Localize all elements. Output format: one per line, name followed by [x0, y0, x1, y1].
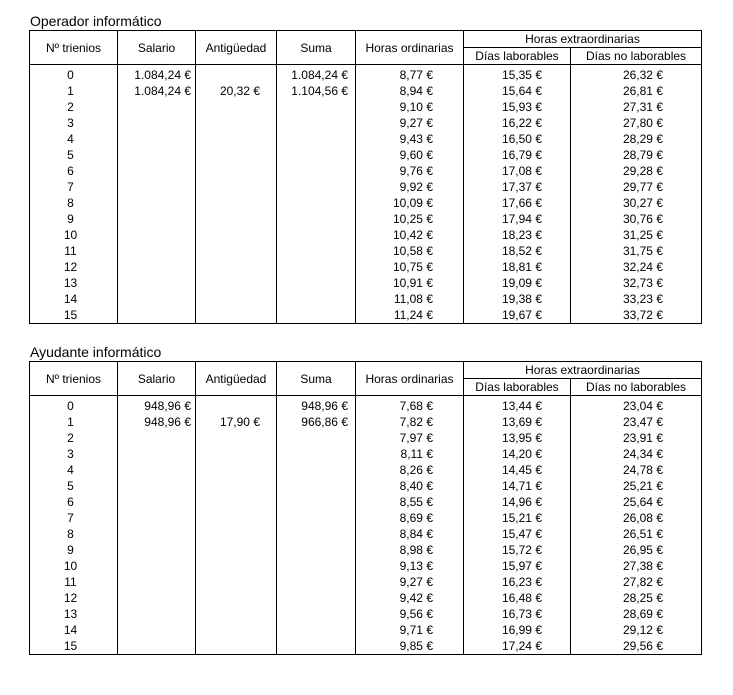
- cell-suma: [277, 510, 356, 526]
- cell-suma: [277, 179, 356, 195]
- cell-dias-laborables: 14,20 €: [464, 446, 571, 462]
- cell-trienios: 13: [30, 606, 118, 622]
- cell-dias-no-laborables: 27,31 €: [571, 99, 702, 115]
- cell-dias-laborables: 15,64 €: [464, 83, 571, 99]
- cell-horas-ordinarias: 10,25 €: [356, 211, 464, 227]
- cell-horas-ordinarias: 9,27 €: [356, 574, 464, 590]
- cell-salario: [118, 526, 196, 542]
- cell-antiguedad: [196, 243, 277, 259]
- cell-antiguedad: [196, 510, 277, 526]
- cell-dias-laborables: 16,99 €: [464, 622, 571, 638]
- cell-antiguedad: [196, 462, 277, 478]
- table-row: [30, 99, 702, 115]
- cell-horas-ordinarias: 8,55 €: [356, 494, 464, 510]
- cell-antiguedad: [196, 291, 277, 307]
- cell-antiguedad: [196, 131, 277, 147]
- cell-salario: [118, 115, 196, 131]
- cell-salario: [118, 131, 196, 147]
- cell-salario: [118, 478, 196, 494]
- table-row: [30, 131, 702, 147]
- table-row: [30, 83, 702, 99]
- cell-trienios: 11: [30, 574, 118, 590]
- table-row: [30, 430, 702, 446]
- cell-dias-laborables: 16,48 €: [464, 590, 571, 606]
- cell-suma: [277, 99, 356, 115]
- cell-dias-no-laborables: 27,80 €: [571, 115, 702, 131]
- cell-dias-no-laborables: 29,28 €: [571, 163, 702, 179]
- cell-horas-ordinarias: 9,42 €: [356, 590, 464, 606]
- table-row: [30, 510, 702, 526]
- table-row: [30, 115, 702, 131]
- cell-trienios: 6: [30, 494, 118, 510]
- cell-dias-laborables: 16,73 €: [464, 606, 571, 622]
- cell-dias-laborables: 16,23 €: [464, 574, 571, 590]
- header-horas-ordinarias: Horas ordinarias: [356, 31, 464, 65]
- cell-trienios: 4: [30, 131, 118, 147]
- cell-trienios: 14: [30, 622, 118, 638]
- cell-salario: [118, 622, 196, 638]
- header-row: [30, 362, 702, 379]
- cell-antiguedad: [196, 275, 277, 291]
- cell-trienios: 8: [30, 195, 118, 211]
- cell-salario: [118, 590, 196, 606]
- salary-table-operador: [29, 30, 702, 324]
- cell-horas-ordinarias: 8,69 €: [356, 510, 464, 526]
- cell-horas-ordinarias: 9,71 €: [356, 622, 464, 638]
- header-dias-laborables: Días laborables: [464, 48, 571, 65]
- cell-horas-ordinarias: 8,84 €: [356, 526, 464, 542]
- cell-salario: [118, 606, 196, 622]
- cell-antiguedad: [196, 307, 277, 324]
- cell-dias-no-laborables: 30,76 €: [571, 211, 702, 227]
- cell-suma: [277, 131, 356, 147]
- cell-dias-laborables: 15,93 €: [464, 99, 571, 115]
- cell-horas-ordinarias: 9,10 €: [356, 99, 464, 115]
- cell-suma: [277, 430, 356, 446]
- header-horas-extraordinarias: Horas extraordinarias: [464, 31, 702, 48]
- cell-salario: [118, 211, 196, 227]
- cell-dias-no-laborables: 25,21 €: [571, 478, 702, 494]
- cell-dias-no-laborables: 31,25 €: [571, 227, 702, 243]
- cell-trienios: 6: [30, 163, 118, 179]
- cell-salario: [118, 638, 196, 655]
- cell-dias-no-laborables: 29,12 €: [571, 622, 702, 638]
- cell-dias-no-laborables: 33,72 €: [571, 307, 702, 324]
- table-row: [30, 163, 702, 179]
- cell-dias-laborables: 18,23 €: [464, 227, 571, 243]
- table-row: [30, 179, 702, 195]
- cell-horas-ordinarias: 9,13 €: [356, 558, 464, 574]
- cell-suma: [277, 195, 356, 211]
- header-horas-ordinarias: Horas ordinarias: [356, 362, 464, 396]
- cell-salario: [118, 163, 196, 179]
- cell-suma: [277, 494, 356, 510]
- header-dias-laborables: Días laborables: [464, 379, 571, 396]
- cell-dias-laborables: 15,35 €: [464, 65, 571, 84]
- table-row: [30, 558, 702, 574]
- cell-dias-laborables: 17,66 €: [464, 195, 571, 211]
- header-horas-extraordinarias: Horas extraordinarias: [464, 362, 702, 379]
- cell-trienios: 13: [30, 275, 118, 291]
- cell-dias-laborables: 14,96 €: [464, 494, 571, 510]
- cell-antiguedad: [196, 179, 277, 195]
- cell-salario: [118, 179, 196, 195]
- cell-trienios: 11: [30, 243, 118, 259]
- table-row: [30, 227, 702, 243]
- cell-trienios: 10: [30, 558, 118, 574]
- cell-antiguedad: [196, 259, 277, 275]
- cell-antiguedad: [196, 542, 277, 558]
- cell-trienios: 12: [30, 590, 118, 606]
- cell-salario: [118, 259, 196, 275]
- cell-dias-no-laborables: 29,56 €: [571, 638, 702, 655]
- cell-trienios: 0: [30, 396, 118, 415]
- cell-antiguedad: [196, 147, 277, 163]
- cell-suma: 948,96 €: [277, 396, 356, 415]
- cell-trienios: 5: [30, 147, 118, 163]
- cell-antiguedad: [196, 590, 277, 606]
- cell-trienios: 1: [30, 83, 118, 99]
- cell-dias-no-laborables: 32,73 €: [571, 275, 702, 291]
- section-title-ayudante: Ayudante informático: [30, 344, 162, 360]
- cell-horas-ordinarias: 9,27 €: [356, 115, 464, 131]
- cell-trienios: 1: [30, 414, 118, 430]
- cell-dias-no-laborables: 28,69 €: [571, 606, 702, 622]
- cell-dias-laborables: 19,38 €: [464, 291, 571, 307]
- cell-antiguedad: [196, 163, 277, 179]
- cell-antiguedad: [196, 195, 277, 211]
- cell-dias-no-laborables: 32,24 €: [571, 259, 702, 275]
- table-row: [30, 147, 702, 163]
- cell-dias-no-laborables: 31,75 €: [571, 243, 702, 259]
- cell-horas-ordinarias: 9,85 €: [356, 638, 464, 655]
- cell-suma: [277, 446, 356, 462]
- cell-suma: [277, 275, 356, 291]
- cell-salario: [118, 574, 196, 590]
- cell-antiguedad: [196, 65, 277, 84]
- table-row: [30, 478, 702, 494]
- cell-suma: [277, 526, 356, 542]
- cell-antiguedad: [196, 638, 277, 655]
- cell-dias-no-laborables: 24,34 €: [571, 446, 702, 462]
- cell-trienios: 14: [30, 291, 118, 307]
- cell-horas-ordinarias: 10,09 €: [356, 195, 464, 211]
- header-trienios: Nº trienios: [30, 31, 118, 65]
- cell-salario: [118, 275, 196, 291]
- cell-dias-no-laborables: 27,38 €: [571, 558, 702, 574]
- cell-dias-laborables: 16,22 €: [464, 115, 571, 131]
- table-row: [30, 396, 702, 415]
- header-antiguedad: Antigüedad: [196, 362, 277, 396]
- cell-salario: [118, 99, 196, 115]
- cell-dias-laborables: 15,21 €: [464, 510, 571, 526]
- cell-horas-ordinarias: 7,82 €: [356, 414, 464, 430]
- cell-antiguedad: [196, 430, 277, 446]
- cell-antiguedad: 17,90 €: [196, 414, 277, 430]
- cell-suma: [277, 606, 356, 622]
- cell-trienios: 3: [30, 446, 118, 462]
- cell-horas-ordinarias: 9,56 €: [356, 606, 464, 622]
- cell-antiguedad: 20,32 €: [196, 83, 277, 99]
- cell-trienios: 0: [30, 65, 118, 84]
- table-row: [30, 307, 702, 324]
- cell-salario: 948,96 €: [118, 414, 196, 430]
- cell-suma: [277, 478, 356, 494]
- cell-salario: [118, 147, 196, 163]
- salary-table-ayudante: [29, 361, 702, 655]
- cell-horas-ordinarias: 8,77 €: [356, 65, 464, 84]
- cell-trienios: 9: [30, 211, 118, 227]
- cell-dias-no-laborables: 28,25 €: [571, 590, 702, 606]
- cell-dias-laborables: 16,50 €: [464, 131, 571, 147]
- cell-dias-no-laborables: 30,27 €: [571, 195, 702, 211]
- header-trienios: Nº trienios: [30, 362, 118, 396]
- cell-salario: [118, 227, 196, 243]
- cell-salario: 948,96 €: [118, 396, 196, 415]
- cell-horas-ordinarias: 7,68 €: [356, 396, 464, 415]
- table-row: [30, 446, 702, 462]
- cell-trienios: 15: [30, 638, 118, 655]
- cell-dias-no-laborables: 24,78 €: [571, 462, 702, 478]
- cell-suma: [277, 115, 356, 131]
- cell-suma: [277, 211, 356, 227]
- cell-dias-no-laborables: 26,81 €: [571, 83, 702, 99]
- cell-dias-laborables: 14,71 €: [464, 478, 571, 494]
- cell-trienios: 10: [30, 227, 118, 243]
- cell-dias-laborables: 15,97 €: [464, 558, 571, 574]
- table-row: [30, 526, 702, 542]
- cell-horas-ordinarias: 9,92 €: [356, 179, 464, 195]
- cell-suma: 966,86 €: [277, 414, 356, 430]
- cell-antiguedad: [196, 99, 277, 115]
- cell-antiguedad: [196, 606, 277, 622]
- cell-salario: [118, 558, 196, 574]
- cell-trienios: 7: [30, 179, 118, 195]
- header-salario: Salario: [118, 31, 196, 65]
- cell-antiguedad: [196, 622, 277, 638]
- cell-trienios: 4: [30, 462, 118, 478]
- cell-trienios: 15: [30, 307, 118, 324]
- cell-suma: [277, 227, 356, 243]
- cell-horas-ordinarias: 8,98 €: [356, 542, 464, 558]
- cell-horas-ordinarias: 9,60 €: [356, 147, 464, 163]
- table-row: [30, 494, 702, 510]
- table-body: [30, 65, 702, 324]
- cell-salario: [118, 291, 196, 307]
- header-row: [30, 31, 702, 48]
- cell-dias-laborables: 18,52 €: [464, 243, 571, 259]
- table-row: [30, 638, 702, 655]
- cell-horas-ordinarias: 10,75 €: [356, 259, 464, 275]
- cell-dias-laborables: 17,24 €: [464, 638, 571, 655]
- cell-dias-laborables: 17,37 €: [464, 179, 571, 195]
- cell-dias-no-laborables: 23,91 €: [571, 430, 702, 446]
- cell-antiguedad: [196, 115, 277, 131]
- cell-dias-laborables: 17,94 €: [464, 211, 571, 227]
- table-row: [30, 622, 702, 638]
- cell-salario: 1.084,24 €: [118, 83, 196, 99]
- table-row: [30, 243, 702, 259]
- cell-dias-no-laborables: 23,47 €: [571, 414, 702, 430]
- cell-suma: [277, 147, 356, 163]
- header-suma: Suma: [277, 362, 356, 396]
- cell-antiguedad: [196, 227, 277, 243]
- cell-suma: [277, 243, 356, 259]
- cell-dias-no-laborables: 29,77 €: [571, 179, 702, 195]
- cell-horas-ordinarias: 10,58 €: [356, 243, 464, 259]
- cell-dias-no-laborables: 33,23 €: [571, 291, 702, 307]
- header-dias-no-laborables: Días no laborables: [571, 379, 702, 396]
- cell-antiguedad: [196, 494, 277, 510]
- cell-dias-laborables: 15,72 €: [464, 542, 571, 558]
- cell-dias-laborables: 13,95 €: [464, 430, 571, 446]
- cell-horas-ordinarias: 8,94 €: [356, 83, 464, 99]
- table-row: [30, 462, 702, 478]
- header-salario: Salario: [118, 362, 196, 396]
- cell-antiguedad: [196, 478, 277, 494]
- cell-horas-ordinarias: 7,97 €: [356, 430, 464, 446]
- cell-trienios: 9: [30, 542, 118, 558]
- table-body: [30, 396, 702, 655]
- cell-salario: [118, 430, 196, 446]
- table-row: [30, 590, 702, 606]
- cell-antiguedad: [196, 446, 277, 462]
- cell-suma: [277, 574, 356, 590]
- header-suma: Suma: [277, 31, 356, 65]
- cell-trienios: 2: [30, 99, 118, 115]
- cell-salario: [118, 510, 196, 526]
- cell-trienios: 7: [30, 510, 118, 526]
- cell-antiguedad: [196, 396, 277, 415]
- cell-horas-ordinarias: 11,24 €: [356, 307, 464, 324]
- table-row: [30, 414, 702, 430]
- cell-dias-no-laborables: 26,32 €: [571, 65, 702, 84]
- cell-suma: [277, 291, 356, 307]
- cell-suma: 1.084,24 €: [277, 65, 356, 84]
- cell-dias-laborables: 17,08 €: [464, 163, 571, 179]
- cell-dias-no-laborables: 25,64 €: [571, 494, 702, 510]
- cell-dias-laborables: 16,79 €: [464, 147, 571, 163]
- cell-antiguedad: [196, 574, 277, 590]
- cell-suma: [277, 259, 356, 275]
- cell-salario: [118, 243, 196, 259]
- table-row: [30, 542, 702, 558]
- cell-dias-laborables: 19,67 €: [464, 307, 571, 324]
- cell-salario: [118, 195, 196, 211]
- cell-salario: [118, 542, 196, 558]
- cell-suma: [277, 558, 356, 574]
- cell-salario: [118, 462, 196, 478]
- cell-dias-no-laborables: 28,29 €: [571, 131, 702, 147]
- cell-horas-ordinarias: 8,11 €: [356, 446, 464, 462]
- cell-dias-laborables: 19,09 €: [464, 275, 571, 291]
- table-row: [30, 275, 702, 291]
- table-row: [30, 574, 702, 590]
- cell-antiguedad: [196, 211, 277, 227]
- cell-trienios: 8: [30, 526, 118, 542]
- table-row: [30, 291, 702, 307]
- cell-dias-no-laborables: 23,04 €: [571, 396, 702, 415]
- cell-dias-laborables: 15,47 €: [464, 526, 571, 542]
- cell-dias-no-laborables: 27,82 €: [571, 574, 702, 590]
- cell-salario: [118, 494, 196, 510]
- cell-dias-laborables: 14,45 €: [464, 462, 571, 478]
- cell-dias-laborables: 13,69 €: [464, 414, 571, 430]
- cell-horas-ordinarias: 10,91 €: [356, 275, 464, 291]
- cell-suma: 1.104,56 €: [277, 83, 356, 99]
- table-row: [30, 211, 702, 227]
- cell-trienios: 12: [30, 259, 118, 275]
- cell-suma: [277, 542, 356, 558]
- cell-antiguedad: [196, 558, 277, 574]
- cell-horas-ordinarias: 11,08 €: [356, 291, 464, 307]
- cell-suma: [277, 163, 356, 179]
- cell-horas-ordinarias: 8,26 €: [356, 462, 464, 478]
- table-row: [30, 259, 702, 275]
- table-row: [30, 195, 702, 211]
- cell-horas-ordinarias: 9,76 €: [356, 163, 464, 179]
- cell-dias-no-laborables: 28,79 €: [571, 147, 702, 163]
- cell-trienios: 3: [30, 115, 118, 131]
- header-antiguedad: Antigüedad: [196, 31, 277, 65]
- cell-horas-ordinarias: 9,43 €: [356, 131, 464, 147]
- table-row: [30, 65, 702, 84]
- section-title-operador: Operador informático: [30, 13, 162, 29]
- cell-suma: [277, 638, 356, 655]
- cell-dias-no-laborables: 26,51 €: [571, 526, 702, 542]
- cell-salario: 1.084,24 €: [118, 65, 196, 84]
- cell-horas-ordinarias: 10,42 €: [356, 227, 464, 243]
- cell-antiguedad: [196, 526, 277, 542]
- cell-salario: [118, 307, 196, 324]
- cell-dias-laborables: 13,44 €: [464, 396, 571, 415]
- cell-salario: [118, 446, 196, 462]
- cell-suma: [277, 622, 356, 638]
- cell-trienios: 2: [30, 430, 118, 446]
- cell-horas-ordinarias: 8,40 €: [356, 478, 464, 494]
- cell-dias-no-laborables: 26,95 €: [571, 542, 702, 558]
- cell-dias-laborables: 18,81 €: [464, 259, 571, 275]
- cell-suma: [277, 462, 356, 478]
- cell-trienios: 5: [30, 478, 118, 494]
- header-dias-no-laborables: Días no laborables: [571, 48, 702, 65]
- cell-suma: [277, 590, 356, 606]
- table-row: [30, 606, 702, 622]
- cell-suma: [277, 307, 356, 324]
- cell-dias-no-laborables: 26,08 €: [571, 510, 702, 526]
